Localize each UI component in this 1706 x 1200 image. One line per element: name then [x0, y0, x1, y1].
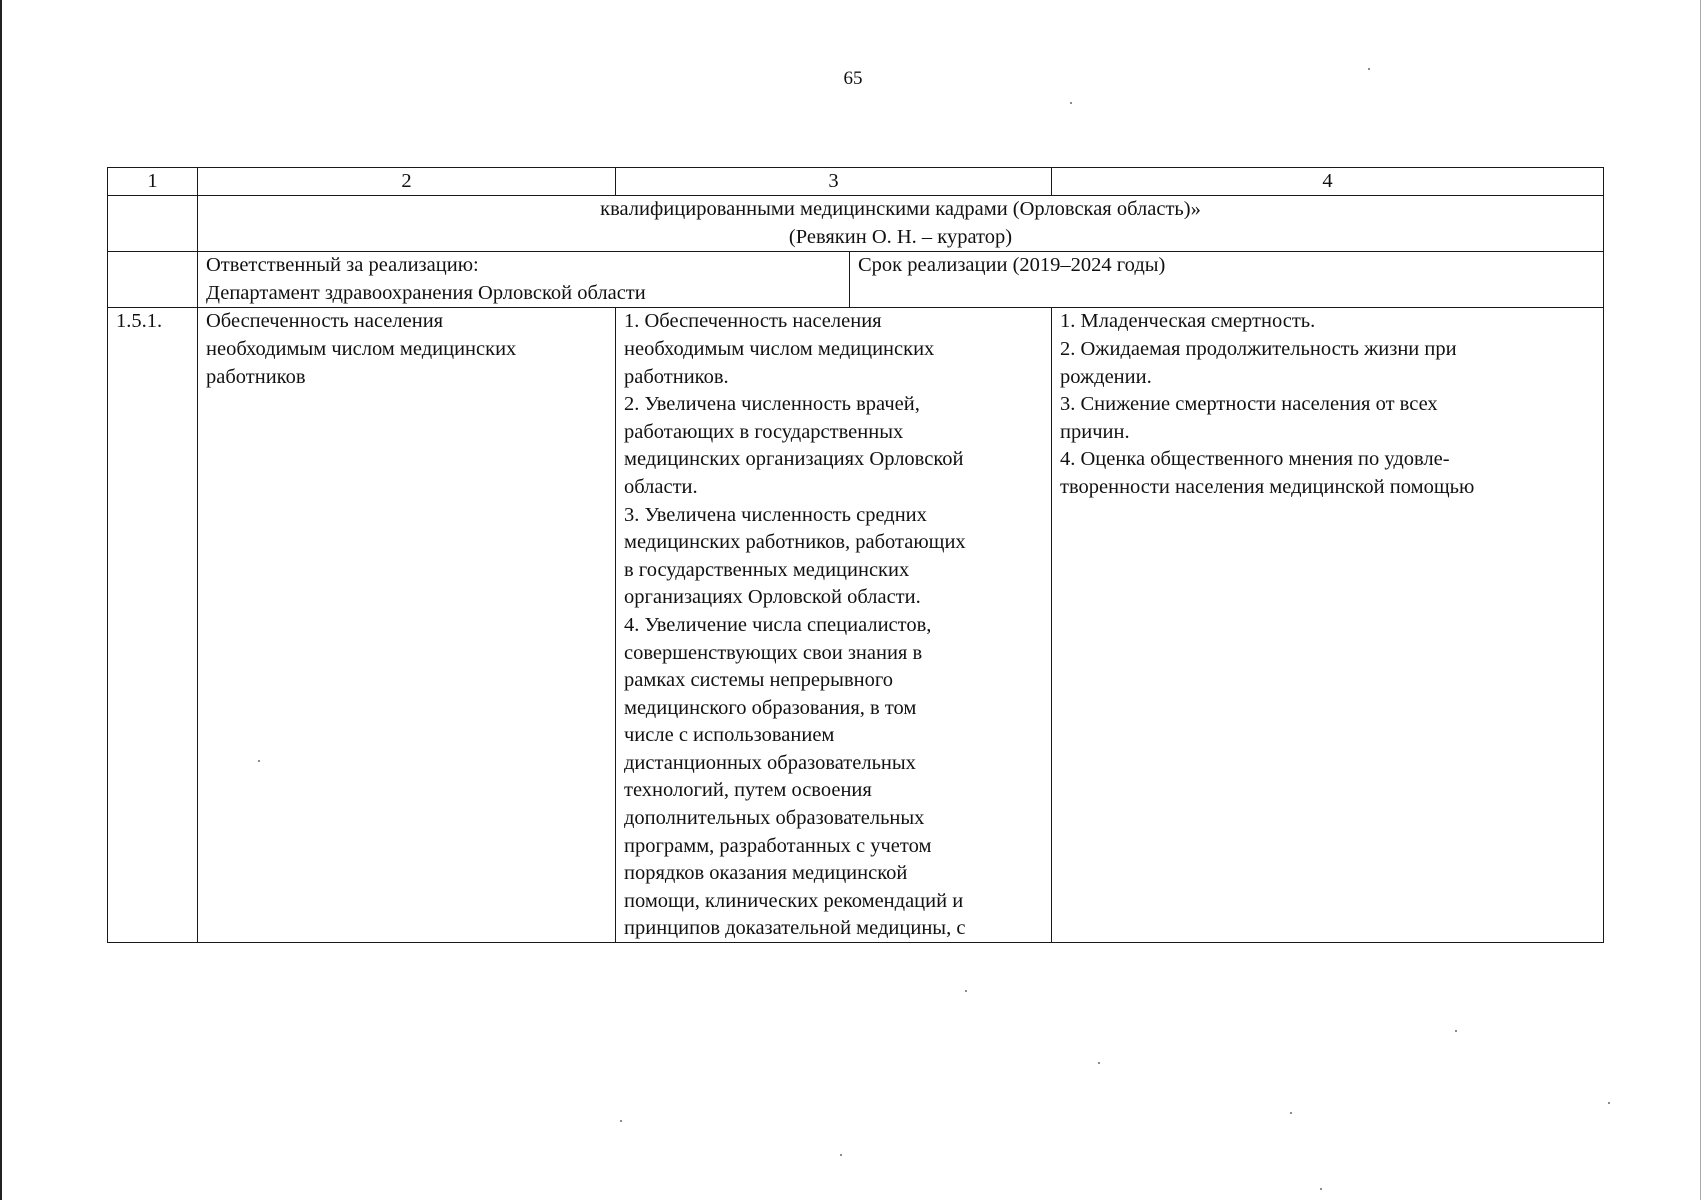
results-line: рамках системы непрерывного [624, 669, 894, 692]
results-line: организациях Орловской области. [624, 586, 921, 609]
scan-speck [1070, 102, 1072, 104]
indicator-line: причин. [1060, 420, 1130, 443]
results-line: порядков оказания медицинской [624, 862, 908, 885]
empty-number-cell [108, 196, 198, 252]
responsible-body: Департамент здравоохранения Орловской области [206, 281, 646, 304]
scan-speck [620, 1120, 622, 1122]
empty-number-cell [108, 252, 198, 308]
term-block [850, 252, 1603, 307]
results-line: работающих в государственных [624, 420, 904, 443]
results-line: технологий, путем освоения [624, 779, 872, 802]
scan-speck [1608, 1102, 1610, 1104]
scan-right-edge [1700, 0, 1701, 1200]
task-cell [198, 308, 616, 943]
indicators-cell [1052, 308, 1604, 943]
results-line: 3. Увеличена численность средних [624, 503, 927, 526]
task-row [108, 308, 1604, 943]
responsible-row [108, 252, 1604, 308]
results-line: в государственных медицинских [624, 558, 910, 581]
col-header-4: 4 [1052, 168, 1604, 196]
results-line: необходимым числом медицинских [624, 337, 935, 360]
scan-left-edge [0, 0, 2, 1200]
project-title-line: квалифицированными медицинскими кадрами (Орловская область)» [600, 198, 1201, 220]
col-header-1: 1 [108, 168, 198, 196]
results-line: работников. [624, 365, 729, 388]
task-line: Обеспеченность населения [206, 310, 444, 333]
indicator-line: 2. Ожидаемая продолжительность жизни при [1060, 337, 1457, 360]
responsible-and-term-cell [198, 252, 1604, 308]
results-line: помощи, клинических рекомендаций и [624, 889, 964, 912]
project-title-row [108, 196, 1604, 252]
results-line: области. [624, 475, 698, 498]
column-numbers-row [108, 168, 1604, 196]
task-line: работников [206, 365, 306, 388]
scan-speck [1368, 68, 1370, 70]
col-header-2: 2 [198, 168, 616, 196]
term-text: Срок реализации (2019–2024 годы) [858, 254, 1166, 277]
results-line: медицинских организациях Орловской [624, 448, 964, 471]
results-cell [616, 308, 1052, 943]
project-curator-line: (Ревякин О. Н. – куратор) [788, 225, 1013, 248]
indicator-line: 1. Младенческая смертность. [1060, 310, 1316, 333]
row-number: 1.5.1. [108, 308, 198, 943]
indicator-line: 4. Оценка общественного мнения по удовле- [1060, 448, 1450, 471]
scan-speck [1320, 1188, 1322, 1190]
task-line: необходимым числом медицинских [206, 337, 517, 360]
scan-speck [1455, 1030, 1457, 1032]
results-line: 4. Увеличение числа специалистов, [624, 613, 932, 636]
scan-speck [965, 990, 967, 992]
passport-table [107, 167, 1604, 943]
project-title-cell [198, 196, 1604, 252]
results-line: дистанционных образовательных [624, 751, 916, 774]
results-line: числе с использованием [624, 724, 835, 747]
responsible-label: Ответственный за реализацию: [206, 254, 479, 277]
indicator-line: рождении. [1060, 365, 1152, 388]
indicator-line: творенности населения медицинской помощью [1060, 475, 1475, 498]
results-line: 2. Увеличена численность врачей, [624, 393, 920, 416]
scan-speck [1098, 1062, 1100, 1064]
scan-speck [1290, 1112, 1292, 1114]
page-number: 65 [843, 68, 863, 89]
indicator-line: 3. Снижение смертности населения от всех [1060, 393, 1438, 416]
results-line: принципов доказательной медицины, с [624, 917, 966, 940]
results-line: дополнительных образовательных [624, 807, 925, 830]
results-line: совершенствующих свои знания в [624, 641, 923, 664]
scan-speck [258, 760, 260, 762]
scan-speck [840, 1154, 842, 1156]
results-line: медицинских работников, работающих [624, 531, 966, 554]
results-line: медицинского образования, в том [624, 696, 917, 719]
col-header-3: 3 [616, 168, 1052, 196]
responsible-block [198, 252, 850, 307]
results-line: 1. Обеспеченность населения [624, 310, 882, 333]
results-line: программ, разработанных с учетом [624, 834, 932, 857]
